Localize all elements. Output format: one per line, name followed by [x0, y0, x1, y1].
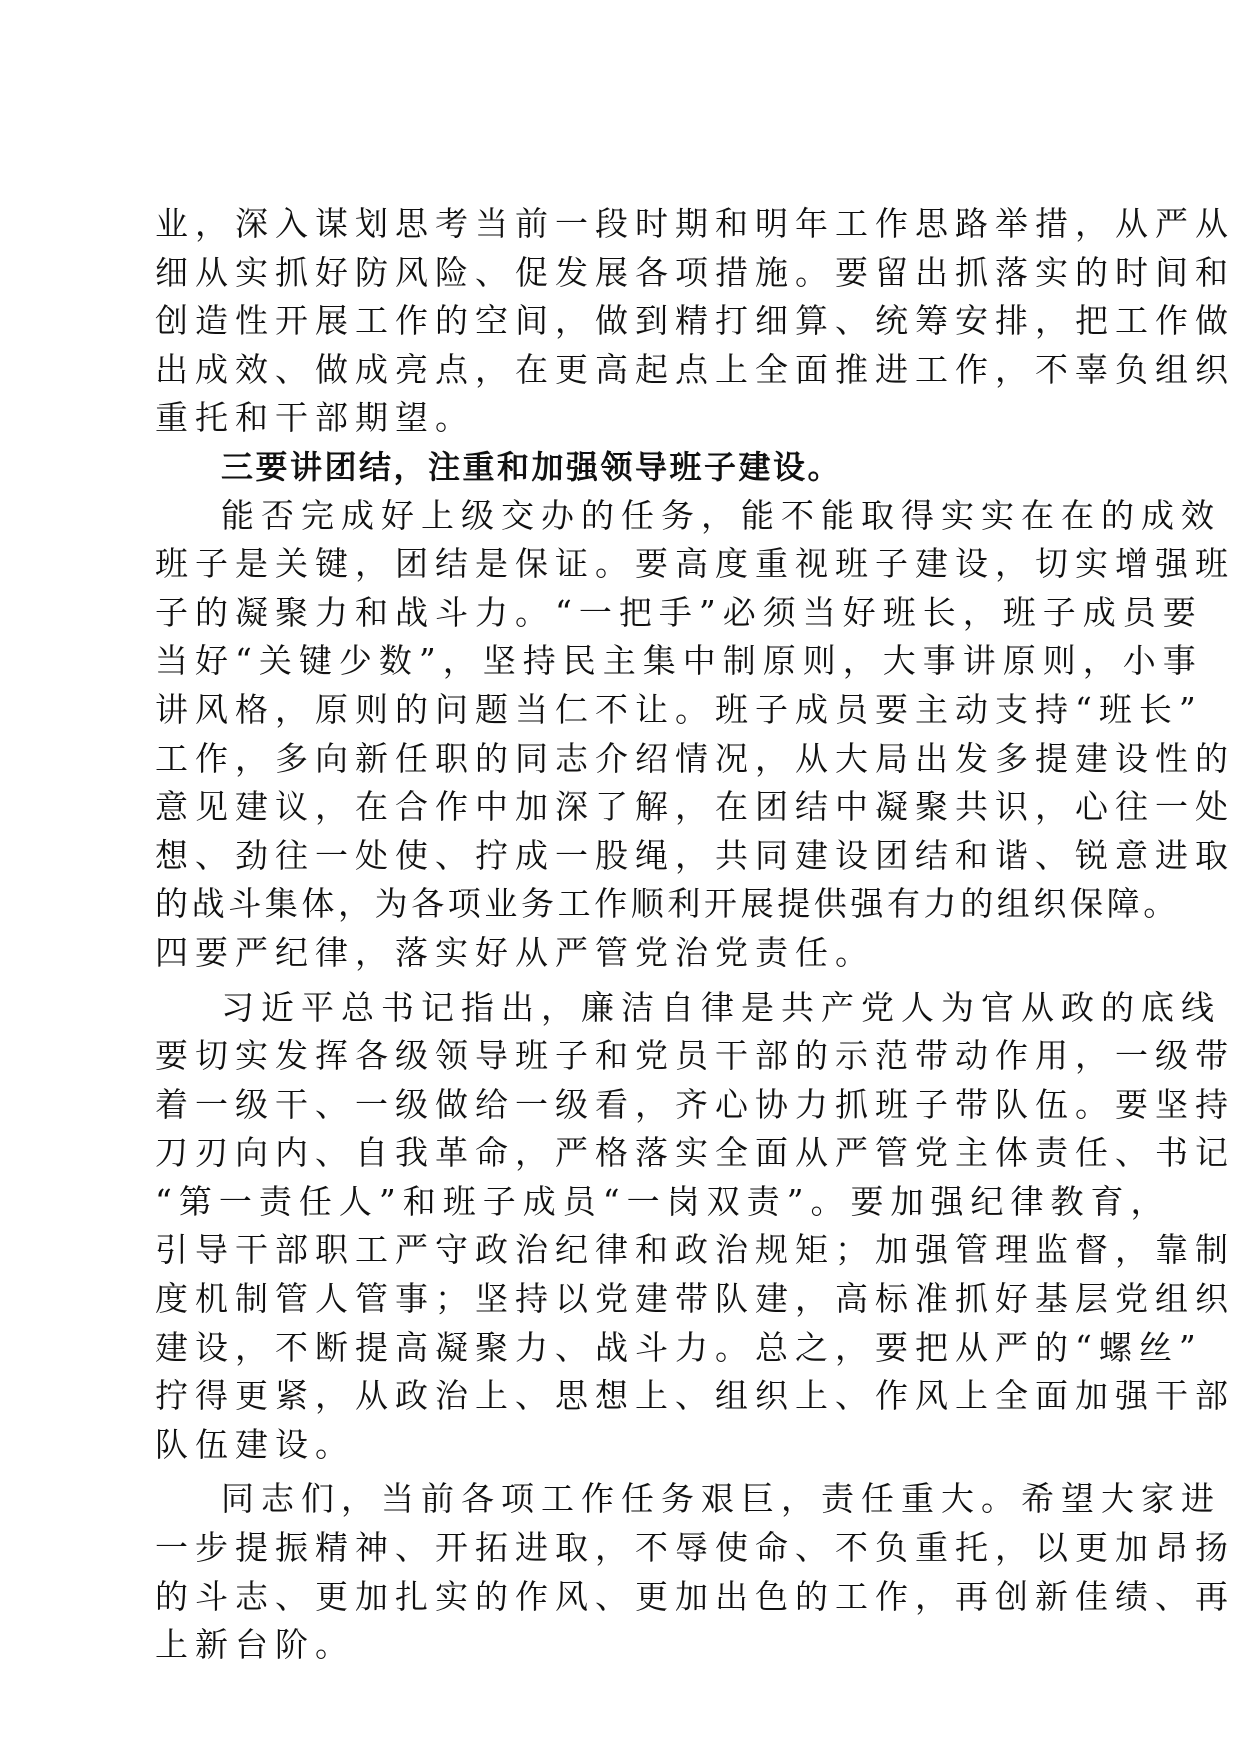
text-line: 一步提振精神、开拓进取，不辱使命、不负重托，以更加昂扬: [155, 1528, 1235, 1568]
text-line: 习近平总书记指出，廉洁自律是共产党人为官从政的底线: [221, 987, 1221, 1027]
text-line: 上新台阶。: [155, 1625, 355, 1665]
text-line: 拧得更紧，从政治上、思想上、组织上、作风上全面加强干部: [155, 1376, 1235, 1416]
text-line: 刀刃向内、自我革命，严格落实全面从严管党主体责任、书记: [155, 1133, 1235, 1173]
document-body: [155, 200, 1235, 1670]
text-line: 业，深入谋划思考当前一段时期和明年工作思路举措，从严从: [155, 204, 1235, 243]
text-line: 工作，多向新任职的同志介绍情况，从大局出发多提建设性的: [155, 738, 1235, 778]
paragraph-conclusion: [155, 1475, 1235, 1669]
text-line: 要切实发挥各级领导班子和党员干部的示范带动作用，一级带: [155, 1036, 1235, 1076]
text-line: 当好“关键少数”，坚持民主集中制原则，大事讲原则，小事: [155, 641, 1203, 681]
text-line: 的战斗集体，为各项业务工作顺利开展提供强有力的组织保障。: [155, 884, 1180, 924]
text-line: 度机制管人管事；坚持以党建带队建，高标准抓好基层党组织: [155, 1279, 1235, 1319]
text-line: 的斗志、更加扎实的作风、更加出色的工作，再创新佳绩、再: [155, 1576, 1235, 1616]
text-line: 重托和干部期望。: [155, 398, 475, 438]
text-line: 建设，不断提高凝聚力、战斗力。总之，要把从严的“螺丝”: [155, 1327, 1203, 1367]
text-line: 讲风格，原则的问题当仁不让。班子成员要主动支持“班长”: [155, 689, 1203, 729]
paragraph-closing-work: [155, 200, 1235, 443]
section-heading-unity: 三要讲团结，注重和加强领导班子建设。: [221, 447, 843, 486]
section-heading-discipline: 四要严纪律，落实好从严管党治党责任。: [155, 932, 875, 972]
paragraph-discipline: [155, 984, 1235, 1470]
text-line: 引导干部职工严守政治纪律和政治规矩；加强管理监督，靠制: [155, 1230, 1235, 1270]
text-line: 能否完成好上级交办的任务，能不能取得实实在在的成效: [221, 495, 1221, 535]
text-line: 意见建议，在合作中加深了解，在团结中凝聚共识，心往一处: [155, 787, 1235, 827]
text-line: 队伍建设。: [155, 1424, 355, 1464]
text-line: 着一级干、一级做给一级看，齐心协力抓班子带队伍。要坚持: [155, 1084, 1235, 1124]
text-line: 细从实抓好防风险、促发展各项措施。要留出抓落实的时间和: [155, 252, 1235, 292]
text-line: 班子是关键，团结是保证。要高度重视班子建设，切实增强班: [155, 544, 1235, 584]
text-line: “第一责任人”和班子成员“一岗双责”。要加强纪律教育，: [155, 1181, 1171, 1221]
text-line: 同志们，当前各项工作任务艰巨，责任重大。希望大家进: [221, 1479, 1221, 1519]
paragraph-unity: [155, 492, 1235, 929]
text-line: 出成效、做成亮点，在更高起点上全面推进工作，不辜负组织: [155, 349, 1235, 389]
text-line: 创造性开展工作的空间，做到精打细算、统筹安排，把工作做: [155, 301, 1235, 341]
text-line: 想、劲往一处使、拧成一股绳，共同建设团结和谐、锐意进取: [155, 835, 1235, 875]
text-line: 子的凝聚力和战斗力。“一把手”必须当好班长，班子成员要: [155, 592, 1203, 632]
